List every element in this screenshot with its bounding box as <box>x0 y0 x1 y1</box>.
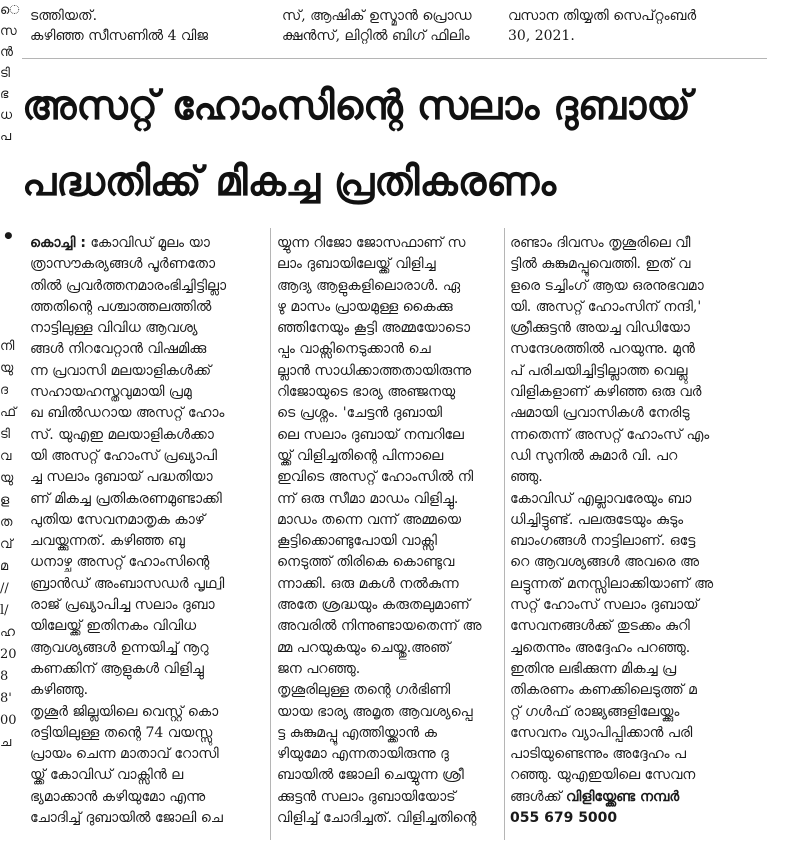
previous-article-column-1: ടത്തിയത്. കഴിഞ്ഞ സീസണിൽ 4 വിജ <box>30 8 209 44</box>
article-column-3 <box>510 233 750 829</box>
bullet-marker: • <box>2 224 15 248</box>
headline-line-2: പദ്ധതിക്ക് മികച്ച പ്രതികരണം <box>22 159 557 205</box>
top-divider <box>22 58 767 59</box>
column-divider-2 <box>504 228 505 840</box>
dateline: കൊച്ചി : <box>30 235 86 251</box>
previous-article-column-2: സ്, ആഷിക് ഉസ്മാൻ പ്രൊഡ ക്ഷൻസ്, ലിറ്റിൽ ബിഗ് ഫിലിം <box>282 8 472 44</box>
column-divider-1 <box>270 228 271 840</box>
contact-label: വിളിയ്ക്കേണ്ട നമ്പർ <box>566 788 680 805</box>
article-column-1-text: കോവിഡ് മൂലം യാ ത്രാസൗകര്യങ്ങൾ പൂർണതോ തിൽ പ്രവർത്തനമാരംഭിച്ചിട്ടില്ലാ ത്തതിന്റെ പശ്ചാത്തലത്തിൽ നാട്ടിലുള്ള വിവിധ ആവശ്യ ങ്ങൾ നിറവേറ്റാൻ വിഷമിക്കു ന്ന പ്രവാസി മലയാളികൾക്ക് സഹായഹസ്തവുമായി പ്രമു ഖ ബിൽഡറായ അസറ്റ് ഹോം സ്. യുഎഇ മലയാളികൾക്കാ യി അസറ്റ് ഹോംസ് പ്രഖ്യാപി ച്ച സലാം ദുബായ് പദ്ധതിയാ ണ് മികച്ച പ്രതികരണമുണ്ടാക്കി പുതിയ സേവനമാതൃക കാഴ് ചവയ്ക്കുന്നത്. കഴിഞ്ഞ ബു ധനാഴ്ച അസറ്റ് ഹോംസിന്റെ ബ്രാൻഡ് അംബാസഡർ പൃഥ്വി രാജ് പ്രഖ്യാപിച്ച സലാം ദുബാ യിലേയ്ക്ക് ഇതിനകം വിവിധ ആവശ്യങ്ങൾ ഉന്നയിച്ച് നൂറു കണക്കിന് ആളുകൾ വിളിച്ചു കഴിഞ്ഞു. തൃശൂർ ജില്ലയിലെ വെസ്റ്റ് കൊ രട്ടിയിലുള്ള തന്റെ 74 വയസ്സു പ്രായം ചെന്ന മാതാവ് റോസി യ്ക്ക് കോവിഡ് വാക്സിൻ ല ഭ്യമാക്കാൻ കഴിയുമോ എന്നു ചോദിച്ച് ദുബായിൽ ജോലി ചെ <box>30 235 227 827</box>
previous-article-fragment-top: െ സ ൻ ടി ഭ ധ പ <box>0 3 20 144</box>
article-column-1 <box>30 233 268 829</box>
previous-article-column-3: വസാന തിയ്യതി സെപ്റ്റംബർ 30, 2021. <box>508 8 697 44</box>
previous-article-fragment-middle: നി യു ദ ഫ് ടി വ യു ള ത വ് മ // l/ ഹ 20 8 8' 00 ച <box>0 339 17 750</box>
article-column-3-text: രണ്ടാം ദിവസം തൃശൂരിലെ വീ ട്ടിൽ കുങ്കുമപ്പൂവെത്തി. ഇത് വ ളരെ ടച്ചിംഗ് ആയ ഒരനുഭവമാ യി. അസറ്റ് ഹോംസിന് നന്ദി,' ശ്രീക്കുട്ടൻ അയച്ച വിഡിയോ സന്ദേശത്തിൽ പറയുന്നു. മുൻ പ് പരിചയിച്ചിട്ടില്ലാത്ത വെല്ലു വിളികളാണ് കഴിഞ്ഞ ഒരു വർ ഷമായി പ്രവാസികൾ നേരിടു ന്നതെന്ന് അസറ്റ് ഹോംസ് എം ഡി സുനിൽ കുമാർ വി. പറ ഞ്ഞു. കോവിഡ് എല്ലാവരേയും ബാ ധിച്ചിട്ടുണ്ട്. പലരുടേയും കുടും ബാംഗങ്ങൾ നാട്ടിലാണ്. ഒട്ടേ റെ ആവശ്യങ്ങൾ അവരെ അ ലട്ടുന്നത് മനസ്സിലാക്കിയാണ് അ സറ്റ് ഹോംസ് സലാം ദുബായ് സേവനങ്ങൾക്ക് തുടക്കം കുറി ച്ചതെന്നും അദ്ദേഹം പറഞ്ഞു. ഇതിനു ലഭിക്കുന്ന മികച്ച പ്ര തികരണം കണക്കിലെടുത്ത് മ റ്റ് ഗൾഫ് രാജ്യങ്ങളിലേയ്ക്കും സേവനം വ്യാപിപ്പിക്കാൻ പരി പാടിയുണ്ടെന്നും അദ്ദേഹം പ റഞ്ഞു. യുഎഇയിലെ സേവന ങ്ങൾക്ക് <box>510 235 714 805</box>
headline-line-1: അസറ്റ് ഹോംസിന്റെ സലാം ദുബായ് <box>22 83 691 129</box>
article-column-2: യ്യുന്ന റിജോ ജോസഫാണ് സ ലാം ദുബായിലേയ്ക്ക് വിളിച്ച ആദ്യ ആളുകളിലൊരാൾ. ഏ ഴു മാസം പ്രായമുള്ള കൈക്കു ഞ്ഞിനേയും കൂട്ടി അമ്മയോടൊ പ്പം വാക്സിനെടുക്കാൻ ചെ ല്ലാൻ സാധിക്കാത്തതായിരുന്നു റിജോയുടെ ഭാര്യ അഞ്ജനയു ടെ പ്രശ്നം. 'ചേട്ടൻ ദുബായി ലെ സലാം ദുബായ് നമ്പറിലേ യ്ക്ക് വിളിച്ചതിന്റെ പിന്നാലെ ഇവിടെ അസറ്റ് ഹോംസിൽ നി ന്ന് ഒരു സീമാ മാഡം വിളിച്ചു. മാഡം തന്നെ വന്ന് അമ്മയെ കൂട്ടിക്കൊണ്ടുപോയി വാക്സി നെടുത്ത് തിരികെ കൊണ്ടുവ ന്നാക്കി. ഒരു മകൾ നൽകുന്ന അതേ ശ്രദ്ധയും കരുതലുമാണ് അവരിൽ നിന്നുണ്ടായതെന്ന് അ മ്മ പറയുകയും ചെയ്തു.അഞ് ജന പറഞ്ഞു. തൃശൂരിലുള്ള തന്റെ ഗർഭിണി യായ ഭാര്യ അമൃത ആവശ്യപ്പെ ട്ട കുങ്കുമപ്പൂ എത്തിയ്ക്കാൻ ക ഴിയുമോ എന്നതായിരുന്നു ദു ബായിൽ ജോലി ചെയ്യുന്ന ശ്രീ ക്കുട്ടൻ സലാം ദുബായിയോട് വിളിച്ച് ചോദിച്ചത്. വിളിച്ചതിന്റെ <box>277 235 482 827</box>
contact-number: 055 679 5000 <box>510 810 618 827</box>
